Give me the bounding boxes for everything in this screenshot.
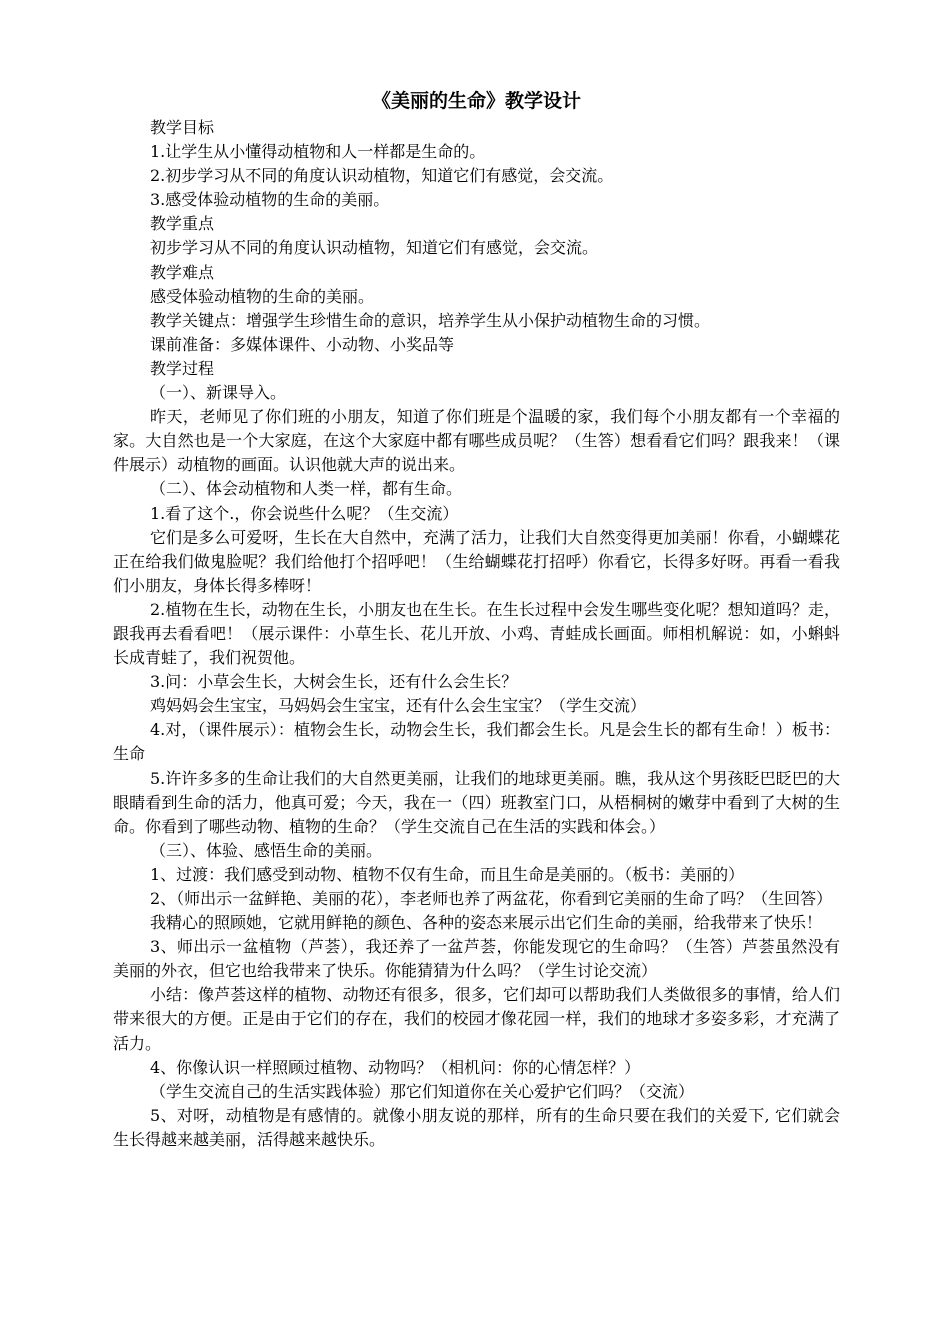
objective-3: 3.感受体验动植物的生命的美丽。 [150, 190, 390, 210]
heading-difficulties: 教学难点 [150, 262, 215, 282]
section-3-item-2: 2、（师出示一盆鲜艳、美丽的花），李老师也养了两盆花，你看到它美丽的生命了吗？（生回答） [150, 889, 833, 908]
section-3-item-5: 5、对呀，动植物是有感情的。就像小朋友说的那样，所有的生命只要在我们的关爱下, 它们就会生长得越来越美丽，活得越来越快乐。 [113, 1105, 840, 1149]
section-3-item-3: 3、师出示一盆植物（芦荟），我还养了一盆芦荟，你能发现它的生命吗？（生答）芦荟虽然没有美丽的外衣，但它也给我带来了快乐。你能猜猜为什么吗？（学生讨论交流） [113, 937, 840, 981]
document-page [113, 88, 840, 1152]
objective-2: 2.初步学习从不同的角度认识动植物，知道它们有感觉，会交流。 [150, 166, 614, 186]
section-3-item-4: 4、你像认识一样照顾过植物、动物吗？（相机问：你的心情怎样？） [150, 1057, 641, 1077]
section-2-item-3: 3.问：小草会生长，大树会生长，还有什么会生长？ [150, 672, 518, 692]
key-point-line: 教学关键点：增强学生珍惜生命的意识，培养学生从小保护动植物生命的习惯。 [150, 310, 711, 330]
document-title: 《美丽的生命》教学设计 [371, 90, 581, 112]
heading-objectives: 教学目标 [150, 118, 215, 137]
document-body [113, 116, 840, 1152]
difficulties-text: 感受体验动植物的生命的美丽。 [150, 286, 375, 306]
section-3-summary: 小结：像芦荟这样的植物、动物还有很多，很多，它们却可以帮助我们人类做很多的事情，给人们带来很大的方便。正是由于它们的存在，我们的校园才像花园一样，我们的地球才多姿多彩，才充满了活力。 [113, 985, 840, 1053]
section-2-item-4: 4.对，（课件展示）：植物会生长，动物会生长，我们都会生长。凡是会生长的都有生命！）板书：生命 [113, 720, 840, 764]
section-1-heading: （一）、新课导入。 [150, 383, 287, 403]
heading-key-points: 教学重点 [150, 214, 215, 234]
section-3-item-1: 1、过渡：我们感受到动物、植物不仅有生命，而且生命是美丽的。（板书：美丽的） [150, 864, 745, 884]
objective-1: 1.让学生从小懂得动植物和人一样都是生命的。 [150, 142, 486, 162]
section-2-heading: （二）、体会动植物和人类一样，都有生命。 [150, 479, 463, 499]
section-2-item-1: 1.看了这个.，你会说些什么呢？（生交流） [150, 503, 459, 523]
section-3-text-1: 我精心的照顾她，它就用鲜艳的颜色、各种的姿态来展示出它们生命的美丽，给我带来了快乐！ [150, 913, 823, 933]
section-3-heading: （三）、体验、感悟生命的美丽。 [150, 840, 383, 860]
key-points-text: 初步学习从不同的角度认识动植物，知道它们有感觉，会交流。 [150, 238, 599, 258]
section-2-text-2: 鸡妈妈会生宝宝，马妈妈会生宝宝，还有什么会生宝宝？（学生交流） [150, 696, 647, 716]
section-2-item-2: 2.植物在生长，动物在生长，小朋友也在生长。在生长过程中会发生哪些变化呢？想知道吗？走，跟我再去看看吧！（展示课件：小草生长、花儿开放、小鸡、青蛙成长画面。师相机解说：如，小蝌蚪长成青蛙了，我们祝贺他。 [113, 599, 840, 668]
preparation-line: 课前准备：多媒体课件、小动物、小奖品等 [150, 334, 455, 354]
section-3-text-2: （学生交流自己的生活实践体验）那它们知道你在关心爱护它们吗？（交流） [150, 1081, 695, 1101]
section-2-text-1: 它们是多么可爱呀，生长在大自然中，充满了活力，让我们大自然变得更加美丽！你看，小蝴蝶花正在给我们做鬼脸呢？我们给他打个招呼吧！（生给蝴蝶花打招呼）你看它，长得多好呀。再看一看我们小朋友，身体长得多棒呀！ [113, 527, 840, 595]
section-2-item-5: 5.许许多多的生命让我们的大自然更美丽，让我们的地球更美丽。瞧，我从这个男孩眨巴眨巴的大眼睛看到生命的活力，他真可爱；今天，我在一（四）班教室门口，从梧桐树的嫩芽中看到了大树的生命。你看到了哪些动物、植物的生命？（学生交流自己在生活的实践和体会。） [113, 768, 840, 836]
heading-process: 教学过程 [150, 358, 215, 378]
section-1-text: 昨天，老师见了你们班的小朋友，知道了你们班是个温暖的家，我们每个小朋友都有一个幸福的家。大自然也是一个大家庭，在这个大家庭中都有哪些成员呢？（生答）想看看它们吗？跟我来！（课件展示）动植物的画面。认识他就大声的说出来。 [113, 407, 840, 475]
